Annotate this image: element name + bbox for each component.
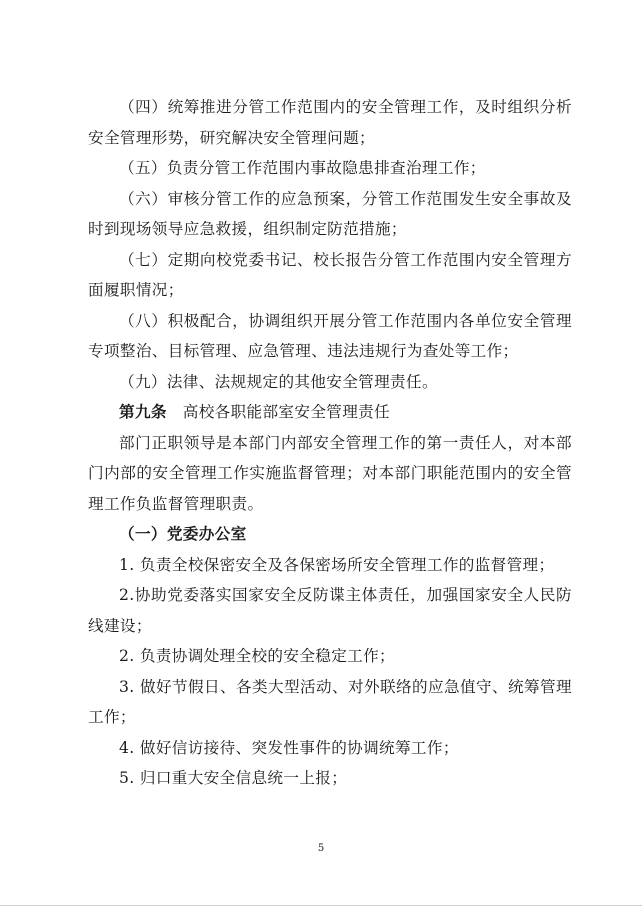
item-lead: （六） [119, 189, 168, 208]
page-body [88, 92, 572, 794]
list-item: 2. 负责协调处理全校的安全稳定工作； [119, 647, 395, 665]
item-text: 法律、法规规定的其他安全管理责任。 [166, 372, 438, 391]
list-item: 1. 负责全校保密安全及各保密场所安全管理工作的监督管理； [119, 555, 555, 574]
page-number: 5 [317, 843, 325, 854]
item-text: 负责分管工作范围内事故隐患排查治理工作； [166, 159, 486, 177]
item-lead: （四） [119, 98, 168, 116]
page-bottom-divider [0, 905, 642, 906]
section-title: （一）党委办公室 [119, 524, 247, 543]
item-lead: （五） [119, 159, 167, 177]
paragraph-item-9 [88, 367, 572, 398]
paragraph-item-6 [88, 184, 572, 245]
article-title: 高校各职能部室安全管理责任 [182, 403, 391, 421]
item-lead: （八） [119, 311, 168, 330]
paragraph-item-7 [88, 245, 572, 306]
item-text: 定期向校党委书记、校长报告分管工作范围内安全管理方面履职情况； [88, 250, 572, 299]
article-heading [88, 397, 572, 428]
article-number: 第九条 [119, 402, 167, 421]
article-body: 部门正职领导是本部门内部安全管理工作的第一责任人，对本部门内部的安全管理工作实施监督管理；对本部门职能范围内的安全管理工作负监督管理职责。 [88, 433, 572, 513]
paragraph-item-5 [88, 153, 572, 184]
list-item: 5. 归口重大安全信息统一上报； [119, 769, 348, 787]
item-lead: （七） [119, 250, 168, 269]
list-item: 2.协助党委落实国家安全反防谍主体责任，加强国家安全人民防线建设； [88, 586, 572, 635]
paragraph-item-4 [88, 92, 572, 153]
item-text: 统筹推进分管工作范围内的安全管理工作，及时组织分析安全管理形势，研究解决安全管理问题； [88, 98, 572, 147]
list-item: 3. 做好节假日、各类大型活动、对外联络的应急值守、统筹管理工作； [88, 677, 572, 726]
item-lead: （九） [119, 372, 167, 391]
item-text: 审核分管工作的应急预案，分管工作范围发生安全事故及时到现场领导应急救援，组织制定防范措施； [88, 189, 572, 238]
paragraph-item-8 [88, 306, 572, 367]
list-item: 4. 做好信访接待、突发性事件的协调统筹工作； [119, 738, 459, 757]
item-text: 积极配合，协调组织开展分管工作范围内各单位安全管理专项整治、目标管理、应急管理、违法违规行为查处等工作； [88, 311, 572, 360]
